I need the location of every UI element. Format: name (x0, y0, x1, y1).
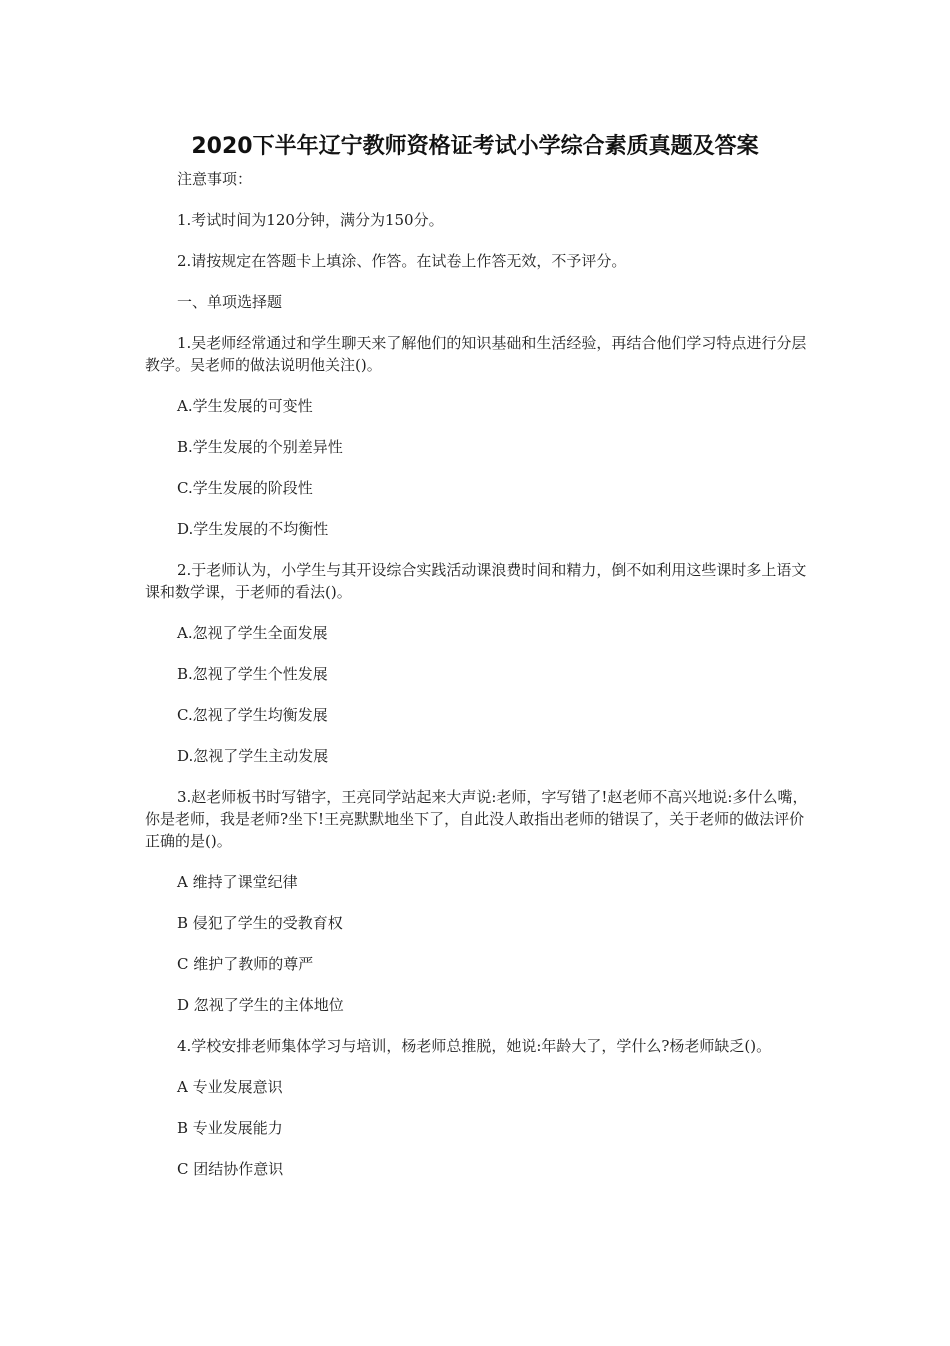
answer-option: A 专业发展意识 (177, 1078, 283, 1096)
answer-option: A.忽视了学生全面发展 (177, 624, 328, 642)
answer-option: C 维护了教师的尊严 (177, 955, 314, 973)
answer-option: B 专业发展能力 (177, 1119, 283, 1137)
answer-option: C 团结协作意识 (177, 1160, 284, 1178)
question-stem: 2.于老师认为，小学生与其开设综合实践活动课浪费时间和精力，倒不如利用这些课时多上语文课和数学课，于老师的看法()。 (145, 561, 807, 601)
answer-option: C.学生发展的阶段性 (177, 479, 313, 497)
answer-option: C.忽视了学生均衡发展 (177, 706, 328, 724)
question-stem: 3.赵老师板书时写错字，王亮同学站起来大声说:老师，字写错了!赵老师不高兴地说:多什么嘴，你是老师，我是老师?坐下!王亮默默地坐下了，自此没人敢指出老师的错误了，关于老师的做法评价正确的是()。 (145, 788, 808, 850)
question-stem: 4.学校安排老师集体学习与培训，杨老师总推脱，她说:年龄大了，学什么?杨老师缺乏()。 (177, 1037, 772, 1055)
section-heading: 一、单项选择题 (177, 293, 283, 311)
answer-option: A 维持了课堂纪律 (177, 873, 298, 891)
notice-item: 2.请按规定在答题卡上填涂、作答。在试卷上作答无效，不予评分。 (177, 252, 627, 270)
notice-item: 1.考试时间为120分钟，满分为150分。 (177, 211, 444, 229)
answer-option: D 忽视了学生的主体地位 (177, 996, 344, 1014)
answer-option: B 侵犯了学生的受教育权 (177, 914, 343, 932)
answer-option: B.忽视了学生个性发展 (177, 665, 328, 683)
answer-option: D.忽视了学生主动发展 (177, 747, 329, 765)
answer-option: B.学生发展的个别差异性 (177, 438, 343, 456)
document-title: 2020下半年辽宁教师资格证考试小学综合素质真题及答案 (191, 133, 759, 159)
question-stem: 1.吴老师经常通过和学生聊天来了解他们的知识基础和生活经验，再结合他们学习特点进行分层教学。吴老师的做法说明他关注()。 (145, 334, 807, 374)
answer-option: D.学生发展的不均衡性 (177, 520, 329, 538)
notice-heading: 注意事项： (177, 170, 253, 188)
document-body (145, 168, 813, 1199)
answer-option: A.学生发展的可变性 (177, 397, 313, 415)
